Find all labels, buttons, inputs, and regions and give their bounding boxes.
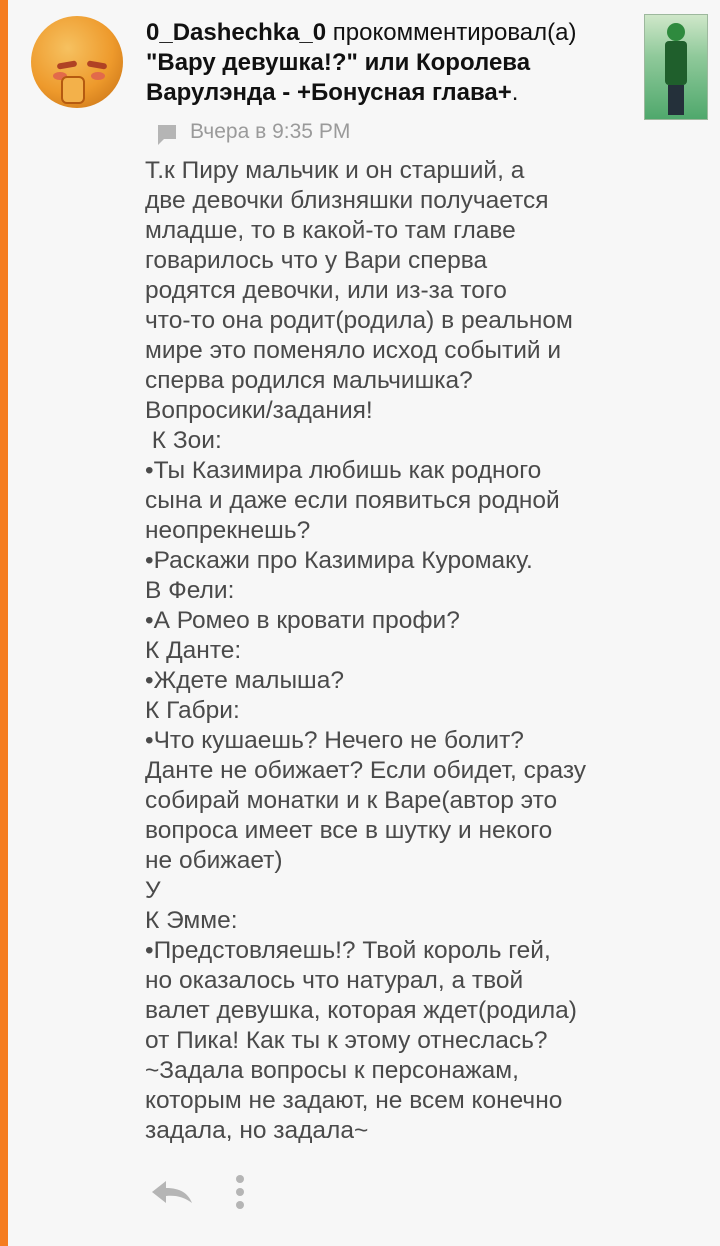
comment-line: задала, но задала~ bbox=[145, 1117, 369, 1144]
comment-line: ~Задала вопросы к персонажам, bbox=[145, 1057, 519, 1084]
thumbnail-figure-body bbox=[665, 41, 687, 85]
comment-line: вопроса имеет все в шутку и некого bbox=[145, 817, 553, 844]
comment-line: •Ты Казимира любишь как родного bbox=[145, 457, 542, 484]
comment-line: Т.к Пиру мальчик и он старший, а bbox=[145, 157, 525, 184]
reply-icon[interactable] bbox=[148, 1177, 194, 1207]
comment-line: младше, то в какой-то там главе bbox=[145, 217, 516, 244]
comment-line: сперва родился мальчишка? bbox=[145, 367, 473, 394]
username-link[interactable]: 0_Dashechka_0 bbox=[146, 19, 327, 46]
comment-line: К Эмме: bbox=[145, 907, 238, 934]
comment-line: собирай монатки и к Варе(автор это bbox=[145, 787, 558, 814]
avatar-hand bbox=[61, 76, 85, 104]
comment-line: но оказалось что натурал, а твой bbox=[145, 967, 524, 994]
comment-card bbox=[8, 0, 720, 1246]
accent-bar bbox=[0, 0, 8, 1246]
comment-line: У bbox=[145, 877, 161, 904]
comment-line: мире это поменяло исход событий и bbox=[145, 337, 562, 364]
avatar[interactable] bbox=[31, 16, 123, 108]
avatar-blush bbox=[91, 72, 105, 80]
more-vertical-icon[interactable] bbox=[234, 1174, 246, 1210]
comment-line: Данте не обижает? Если обидет, сразу bbox=[145, 757, 587, 784]
post-thumbnail[interactable] bbox=[644, 14, 708, 120]
comment-line: К Габри: bbox=[145, 697, 240, 724]
comment-line: что-то она родит(родила) в реальном bbox=[145, 307, 573, 334]
comment-line: валет девушка, которая ждет(родила) bbox=[145, 997, 577, 1024]
post-title-suffix: . bbox=[511, 79, 519, 106]
comment-line: •Раскажи про Казимира Куромаку. bbox=[145, 547, 533, 574]
avatar-eye bbox=[57, 60, 78, 69]
comment-line: •Ждете малыша? bbox=[145, 667, 344, 694]
comment-line: родятся девочки, или из-за того bbox=[145, 277, 507, 304]
comment-line: Вопросики/задания! bbox=[145, 397, 373, 424]
comment-actions bbox=[148, 1172, 246, 1212]
comment-line: К Данте: bbox=[145, 637, 242, 664]
comment-line: не обижает) bbox=[145, 847, 283, 874]
comment-line: К Зои: bbox=[145, 427, 222, 454]
thumbnail-figure-head bbox=[667, 23, 685, 41]
action-text: прокомментировал(а) bbox=[326, 19, 577, 46]
comment-line: которым не задают, не всем конечно bbox=[145, 1087, 563, 1114]
comment-line: сына и даже если появиться родной bbox=[145, 487, 560, 514]
comment-line: В Фели: bbox=[145, 577, 235, 604]
comment-line: говарилось что у Вари сперва bbox=[145, 247, 488, 274]
comment-body bbox=[145, 156, 625, 1146]
comment-icon bbox=[158, 125, 176, 139]
avatar-eye bbox=[87, 60, 108, 69]
comment-line: •Что кушаешь? Нечего не болит? bbox=[145, 727, 524, 754]
comment-line: •Предстовляешь!? Твой король гей, bbox=[145, 937, 551, 964]
comment-meta bbox=[158, 118, 350, 146]
comment-line: две девочки близняшки получается bbox=[145, 187, 549, 214]
post-title-link[interactable]: "Вару девушка!?" или Королева Варулэнда - +Бонусная глава+ bbox=[146, 49, 531, 106]
comment-line: •А Ромео в кровати профи? bbox=[145, 607, 460, 634]
comment-header bbox=[146, 18, 626, 108]
thumbnail-figure-legs bbox=[668, 85, 684, 115]
comment-line: от Пика! Как ты к этому отнеслась? bbox=[145, 1027, 548, 1054]
timestamp: Вчера в 9:35 PM bbox=[190, 120, 351, 143]
comment-line: неопрекнешь? bbox=[145, 517, 311, 544]
